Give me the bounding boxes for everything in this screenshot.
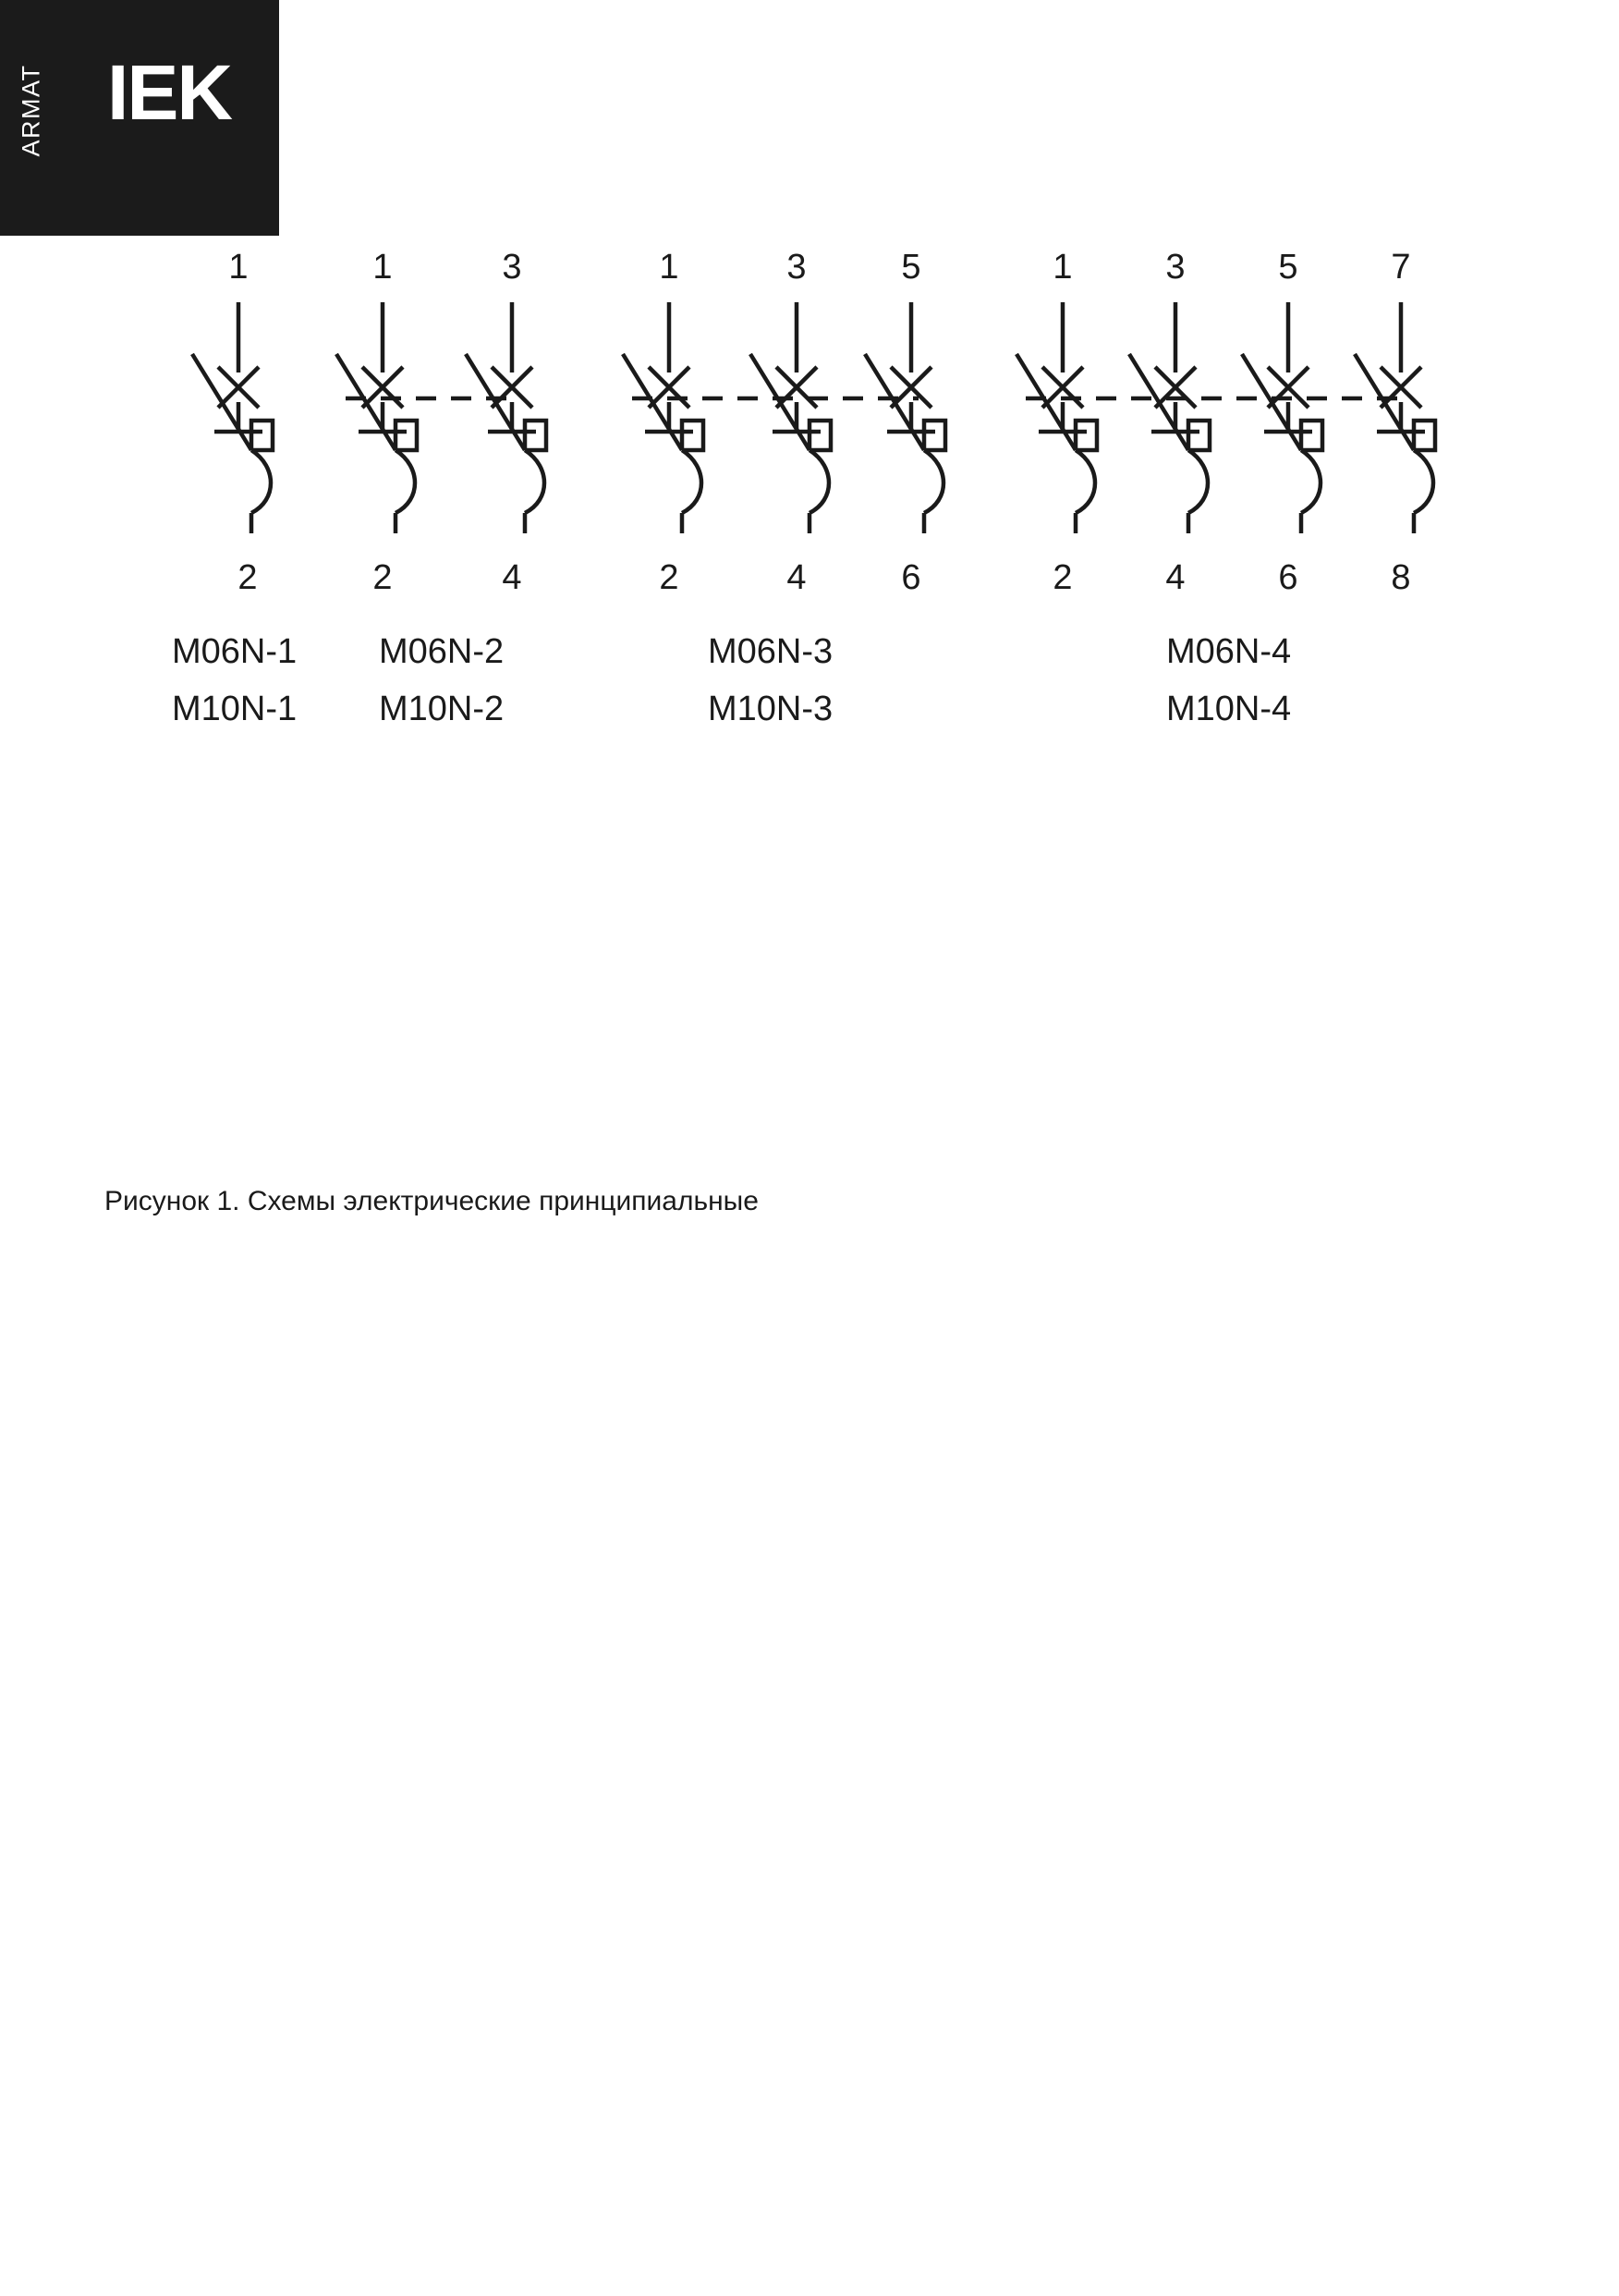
terminal-number-bottom: 4 — [502, 558, 522, 597]
model-label: M06N-4 — [1166, 632, 1292, 671]
terminal-number-top: 3 — [502, 248, 522, 287]
pole-symbol-4p-3 — [1242, 302, 1322, 533]
figure-caption: Рисунок 1. Схемы электрические принципиальные — [104, 1186, 759, 1216]
terminal-number-bottom: 4 — [786, 558, 807, 597]
pole-symbol-2p-1 — [336, 302, 417, 533]
pole-symbol-3p-1 — [623, 302, 703, 533]
terminal-number-top: 7 — [1391, 248, 1411, 287]
pole-symbol-4p-2 — [1129, 302, 1210, 533]
model-label: M06N-1 — [172, 632, 298, 671]
pole-symbol-4p-4 — [1355, 302, 1435, 533]
model-label: M06N-3 — [708, 632, 834, 671]
model-label: M10N-2 — [379, 690, 505, 728]
model-label: M10N-1 — [172, 690, 298, 728]
terminal-number-bottom: 8 — [1391, 558, 1411, 597]
terminal-number-top: 1 — [1053, 248, 1073, 287]
terminal-number-bottom: 2 — [659, 558, 679, 597]
brand-sidebar-block — [0, 0, 67, 236]
terminal-number-top: 1 — [372, 248, 393, 287]
terminal-number-top: 1 — [659, 248, 679, 287]
schematic-diagram — [0, 236, 1619, 1160]
pole-symbol-1p-1 — [192, 302, 273, 533]
schematic-svg — [0, 236, 1619, 1160]
terminal-number-bottom: 4 — [1165, 558, 1186, 597]
terminal-number-bottom: 2 — [372, 558, 393, 597]
pole-symbol-2p-2 — [466, 302, 546, 533]
terminal-number-top: 5 — [1278, 248, 1298, 287]
model-label: M10N-4 — [1166, 690, 1292, 728]
terminal-number-bottom: 6 — [901, 558, 921, 597]
model-label: M10N-3 — [708, 690, 834, 728]
terminal-number-bottom: 2 — [1053, 558, 1073, 597]
logo-block — [67, 0, 279, 236]
terminal-number-top: 3 — [1165, 248, 1186, 287]
iek-logo-text: IEK — [107, 49, 232, 136]
terminal-number-top: 1 — [228, 248, 249, 287]
terminal-number-top: 3 — [786, 248, 807, 287]
page-header — [0, 0, 1619, 236]
brand-name-armat: ARMAT — [17, 64, 45, 157]
pole-symbol-3p-2 — [750, 302, 831, 533]
pole-symbol-3p-3 — [865, 302, 945, 533]
terminal-number-top: 5 — [901, 248, 921, 287]
terminal-number-bottom: 6 — [1278, 558, 1298, 597]
terminal-number-bottom: 2 — [237, 558, 258, 597]
model-label: M06N-2 — [379, 632, 505, 671]
pole-symbol-4p-1 — [1016, 302, 1097, 533]
